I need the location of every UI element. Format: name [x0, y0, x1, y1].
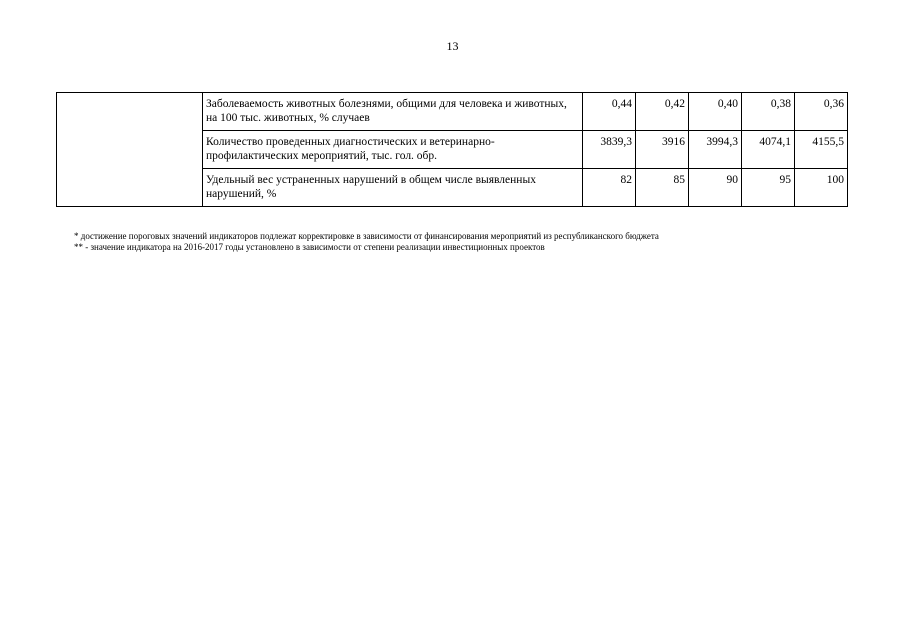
value-cell: 3994,3 — [689, 131, 742, 169]
footnote: * достижение пороговых значений индикаторов подлежат корректировке в зависимости от финансирования мероприятий из республиканского бюджета — [74, 231, 659, 241]
footnote: ** - значение индикатора на 2016-2017 годы установлено в зависимости от степени реализации инвестиционных проектов — [74, 242, 545, 252]
merged-empty-cell — [57, 93, 203, 207]
indicator-name-cell: Удельный вес устраненных нарушений в общем числе выявленных нарушений, % — [203, 169, 583, 207]
value-cell: 3839,3 — [583, 131, 636, 169]
value-cell: 90 — [689, 169, 742, 207]
value-cell: 95 — [742, 169, 795, 207]
value-cell: 0,44 — [583, 93, 636, 131]
value-cell: 85 — [636, 169, 689, 207]
indicator-name-cell: Количество проведенных диагностических и ветеринарно-профилактических мероприятий, тыс. гол. обр. — [203, 131, 583, 169]
indicators-table — [56, 92, 848, 207]
footnotes — [74, 231, 659, 253]
value-cell: 82 — [583, 169, 636, 207]
value-cell: 100 — [795, 169, 848, 207]
table-row — [57, 93, 848, 131]
value-cell: 0,36 — [795, 93, 848, 131]
value-cell: 4074,1 — [742, 131, 795, 169]
value-cell: 3916 — [636, 131, 689, 169]
indicator-name-cell: Заболеваемость животных болезнями, общими для человека и животных, на 100 тыс. животных, % случаев — [203, 93, 583, 131]
value-cell: 0,40 — [689, 93, 742, 131]
value-cell: 0,42 — [636, 93, 689, 131]
value-cell: 0,38 — [742, 93, 795, 131]
value-cell: 4155,5 — [795, 131, 848, 169]
page-number: 13 — [446, 39, 459, 53]
